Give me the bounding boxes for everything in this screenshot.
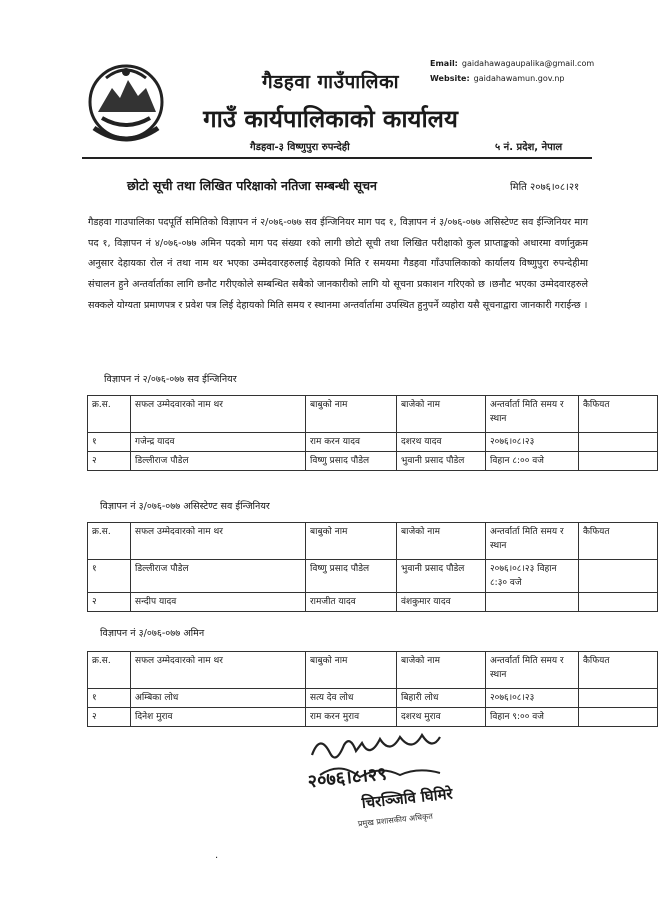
notice-subject: छोटो सूची तथा लिखित परिक्षाको नतिजा सम्बन्धी सूचन	[127, 178, 377, 193]
cell-sn: २	[88, 593, 131, 612]
cell-grandfather: वंशकुमार यादव	[397, 593, 486, 612]
website-label: Website:	[430, 74, 470, 83]
results-table	[87, 651, 658, 727]
table-row	[88, 560, 658, 593]
section-title: विज्ञापन नं ३/०७६-०७७ असिस्टेण्ट सव ईन्जिनियर	[100, 501, 270, 512]
col-header: बाबुको नाम	[306, 396, 397, 433]
cell-remarks	[579, 433, 658, 452]
cell-when: विहान ८:०० वजे	[486, 452, 579, 471]
cell-father: रामजीत यादव	[306, 593, 397, 612]
website-text: gaidahawamun.gov.np	[473, 74, 565, 83]
cell-when: विहान ९:०० वजे	[486, 708, 579, 727]
province-text: ५ नं. प्रदेश, नेपाल	[495, 142, 563, 153]
stamp-name: चिरञ्जिवि घिमिरे	[360, 784, 454, 812]
cell-sn: १	[88, 560, 131, 593]
col-header: क्र.स.	[88, 652, 131, 689]
header-divider	[82, 157, 592, 159]
cell-grandfather: दशरथ यादव	[397, 433, 486, 452]
cell-sn: १	[88, 433, 131, 452]
col-header: अन्तर्वार्ता मिति समय र स्थान	[486, 523, 579, 560]
notice-body: गैडहवा गाउपालिका पदपूर्ति समितिको विज्ञापन नं २/०७६-०७७ सव ईन्जिनियर माग पद १, विज्ञापन नं ३/०७६-०७७ असिस्टेण्ट सव ईन्जिनियर माग पद १, विज्ञापन नं ४/०७६-०७७ अमिन पदको माग पद संख्या १को लागी छोटो सूची तथा लिखित परीक्षाको कुल प्राप्ताङ्कको अधारमा वर्णानुक्रम अनुसार देहायका रोल नं तथा नाम थर भएका उम्मेदवारहरुलाई देहायको मिति र समयमा गैडहवा गाँउपालिकाको कार्यालय विष्णुपुरा रुपन्देहीमा संचालन हुने अन्तर्वार्ताका लागि छनौट गरीएकोले सम्बन्धित सबैको जानकारीको लागि यो सूचना प्रकाशन गरिएको छ ।छनौट भएका उम्मेदवारहरुले सक्कले योग्यता प्रमाणपत्र र प्रवेश पत्र लिई देहायको मिति समय र स्थानमा अन्तर्वार्तामा उपस्थित हुनुपर्ने व्यहोरा यसै सूचनाद्वारा जानकारी गराईन्छ ।	[88, 217, 588, 311]
cell-father: राम करन मुराव	[306, 708, 397, 727]
cell-name: दिनेश मुराव	[131, 708, 306, 727]
cell-father: विष्णु प्रसाद पौडेल	[306, 452, 397, 471]
cell-name: डिल्लीराज पौडेल	[131, 452, 306, 471]
cell-father: राम करन यादव	[306, 433, 397, 452]
table-header-row	[88, 652, 658, 689]
stamp-title: प्रमुख प्रशासकीय अधिकृत	[357, 811, 434, 829]
stray-mark: ·	[215, 853, 219, 864]
table-header-row	[88, 523, 658, 560]
office-address: गैडहवा-३ विष्णुपुरा रुपन्देही	[250, 142, 350, 153]
col-header: बाजेको नाम	[397, 523, 486, 560]
cell-when: २०७६।०८।२३	[486, 689, 579, 708]
results-table	[87, 395, 658, 471]
cell-remarks	[579, 708, 658, 727]
table-row	[88, 708, 658, 727]
office-name: गाउँ कार्यपालिकाको कार्यालय	[203, 105, 458, 133]
cell-sn: १	[88, 689, 131, 708]
email-label: Email:	[430, 59, 458, 68]
col-header: अन्तर्वार्ता मिति समय र स्थान	[486, 396, 579, 433]
signature-stamp-icon	[300, 725, 470, 835]
table-row	[88, 452, 658, 471]
cell-grandfather: दशरथ मुराव	[397, 708, 486, 727]
col-header: सफल उम्मेदवारको नाम थर	[131, 396, 306, 433]
cell-father: विष्णु प्रसाद पौडेल	[306, 560, 397, 593]
col-header: अन्तर्वार्ता मिति समय र स्थान	[486, 652, 579, 689]
col-header: सफल उम्मेदवारको नाम थर	[131, 523, 306, 560]
cell-when: २०७६।०८।२३ विहान ८:३० वजे	[486, 560, 579, 593]
table-header-row	[88, 396, 658, 433]
section-title: विज्ञापन नं २/०७६-०७७ सव ईन्जिनियर	[104, 374, 237, 385]
col-header: क्र.स.	[88, 396, 131, 433]
cell-when	[486, 593, 579, 612]
cell-when: २०७६।०८।२३	[486, 433, 579, 452]
cell-name: सन्दीप यादव	[131, 593, 306, 612]
cell-grandfather: भुवानी प्रसाद पौडेल	[397, 452, 486, 471]
col-header: कैफियत	[579, 523, 658, 560]
col-header: बाबुको नाम	[306, 652, 397, 689]
col-header: बाबुको नाम	[306, 523, 397, 560]
cell-remarks	[579, 689, 658, 708]
table-row	[88, 689, 658, 708]
results-table	[87, 522, 658, 612]
table-row	[88, 433, 658, 452]
cell-sn: २	[88, 708, 131, 727]
col-header: क्र.स.	[88, 523, 131, 560]
signature-date: २०७६।८।२९	[306, 763, 388, 793]
cell-father: सत्य देव लोध	[306, 689, 397, 708]
cell-name: डिल्लीराज पौडेल	[131, 560, 306, 593]
cell-sn: २	[88, 452, 131, 471]
municipality-name: गैडहवा गाउँपालिका	[261, 71, 400, 93]
cell-grandfather: बिहारी लोध	[397, 689, 486, 708]
cell-remarks	[579, 452, 658, 471]
cell-name: अम्बिका लोध	[131, 689, 306, 708]
section-title: विज्ञापन नं ३/०७६-०७७ अमिन	[100, 628, 205, 639]
email-text: gaidahawagaupalika@gmail.com	[461, 59, 595, 68]
table-row	[88, 593, 658, 612]
col-header: कैफियत	[579, 652, 658, 689]
col-header: बाजेको नाम	[397, 652, 486, 689]
notice-date: मिति २०७६।०८।२१	[510, 182, 580, 193]
cell-remarks	[579, 560, 658, 593]
col-header: सफल उम्मेदवारको नाम थर	[131, 652, 306, 689]
cell-remarks	[579, 593, 658, 612]
col-header: कैफियत	[579, 396, 658, 433]
cell-name: गजेन्द्र यादव	[131, 433, 306, 452]
col-header: बाजेको नाम	[397, 396, 486, 433]
cell-grandfather: भुवानी प्रसाद पौडेल	[397, 560, 486, 593]
